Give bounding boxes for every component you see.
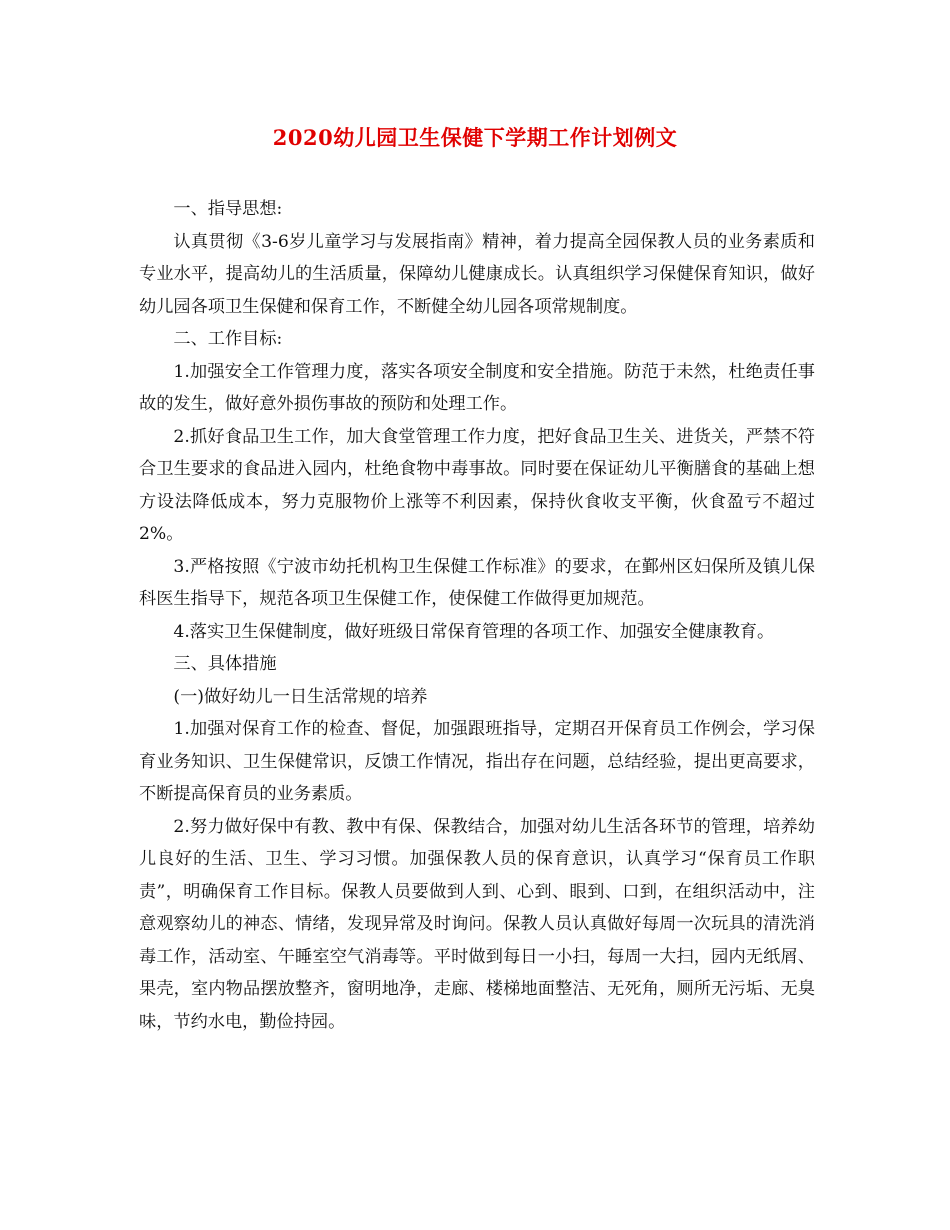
section-heading-specific-measures: 三、具体措施 xyxy=(173,654,277,674)
section-heading-work-goals: 二、工作目标: xyxy=(173,329,283,349)
paragraph: 3.严格按照《宁波市幼托机构卫生保健工作标准》的要求，在鄞州区妇保所及镇儿保科医生指导下，规范各项卫生保健工作，使保健工作做得更加规范。 xyxy=(139,556,815,609)
paragraph: 1.加强对保育工作的检查、督促，加强跟班指导，定期召开保育员工作例会，学习保育业务知识、卫生保健常识，反馈工作情况，指出存在问题，总结经验，提出更高要求，不断提高保育员的业务素质。 xyxy=(139,719,815,804)
paragraph: 2.努力做好保中有教、教中有保、保教结合，加强对幼儿生活各环节的管理，培养幼儿良好的生活、卫生、学习习惯。加强保教人员的保育意识，认真学习“保育员工作职责”，明确保育工作目标。保教人员要做到人到、心到、眼到、口到，在组织活动中，注意观察幼儿的神态、情绪，发现异常及时询问。保教人员认真做好每周一次玩具的清洗消毒工作，活动室、午睡室空气消毒等。平时做到每日一小扫，每周一大扫，园内无纸屑、果壳，室内物品摆放整齐，窗明地净，走廊、楼梯地面整洁、无死角，厕所无污垢、无臭味，节约水电，勤俭持园。 xyxy=(139,816,815,1032)
paragraph: 1.加强安全工作管理力度，落实各项安全制度和安全措施。防范于未然，杜绝责任事故的发生，做好意外损伤事故的预防和处理工作。 xyxy=(139,361,815,414)
document-title: 2020幼儿园卫生保健下学期工作计划例文 xyxy=(272,125,678,150)
paragraph: 2.抓好食品卫生工作，加大食堂管理工作力度，把好食品卫生关、进货关，严禁不符合卫生要求的食品进入园内，杜绝食物中毒事故。同时要在保证幼儿平衡膳食的基础上想方设法降低成本，努力克服物价上涨等不利因素，保持伙食收支平衡，伙食盈亏不超过2%。 xyxy=(139,426,815,544)
paragraph: 4.落实卫生保健制度，做好班级日常保育管理的各项工作、加强安全健康教育。 xyxy=(173,621,775,642)
subsection-heading: (一)做好幼儿一日生活常规的培养 xyxy=(173,686,428,707)
document-body xyxy=(139,193,815,1038)
section-heading-guiding-ideology: 一、指导思想: xyxy=(173,199,283,219)
paragraph: 认真贯彻《3-6岁儿童学习与发展指南》精神，着力提高全园保教人员的业务素质和专业水平，提高幼儿的生活质量，保障幼儿健康成长。认真组织学习保健保育知识，做好幼儿园各项卫生保健和保育工作，不断健全幼儿园各项常规制度。 xyxy=(139,231,815,317)
